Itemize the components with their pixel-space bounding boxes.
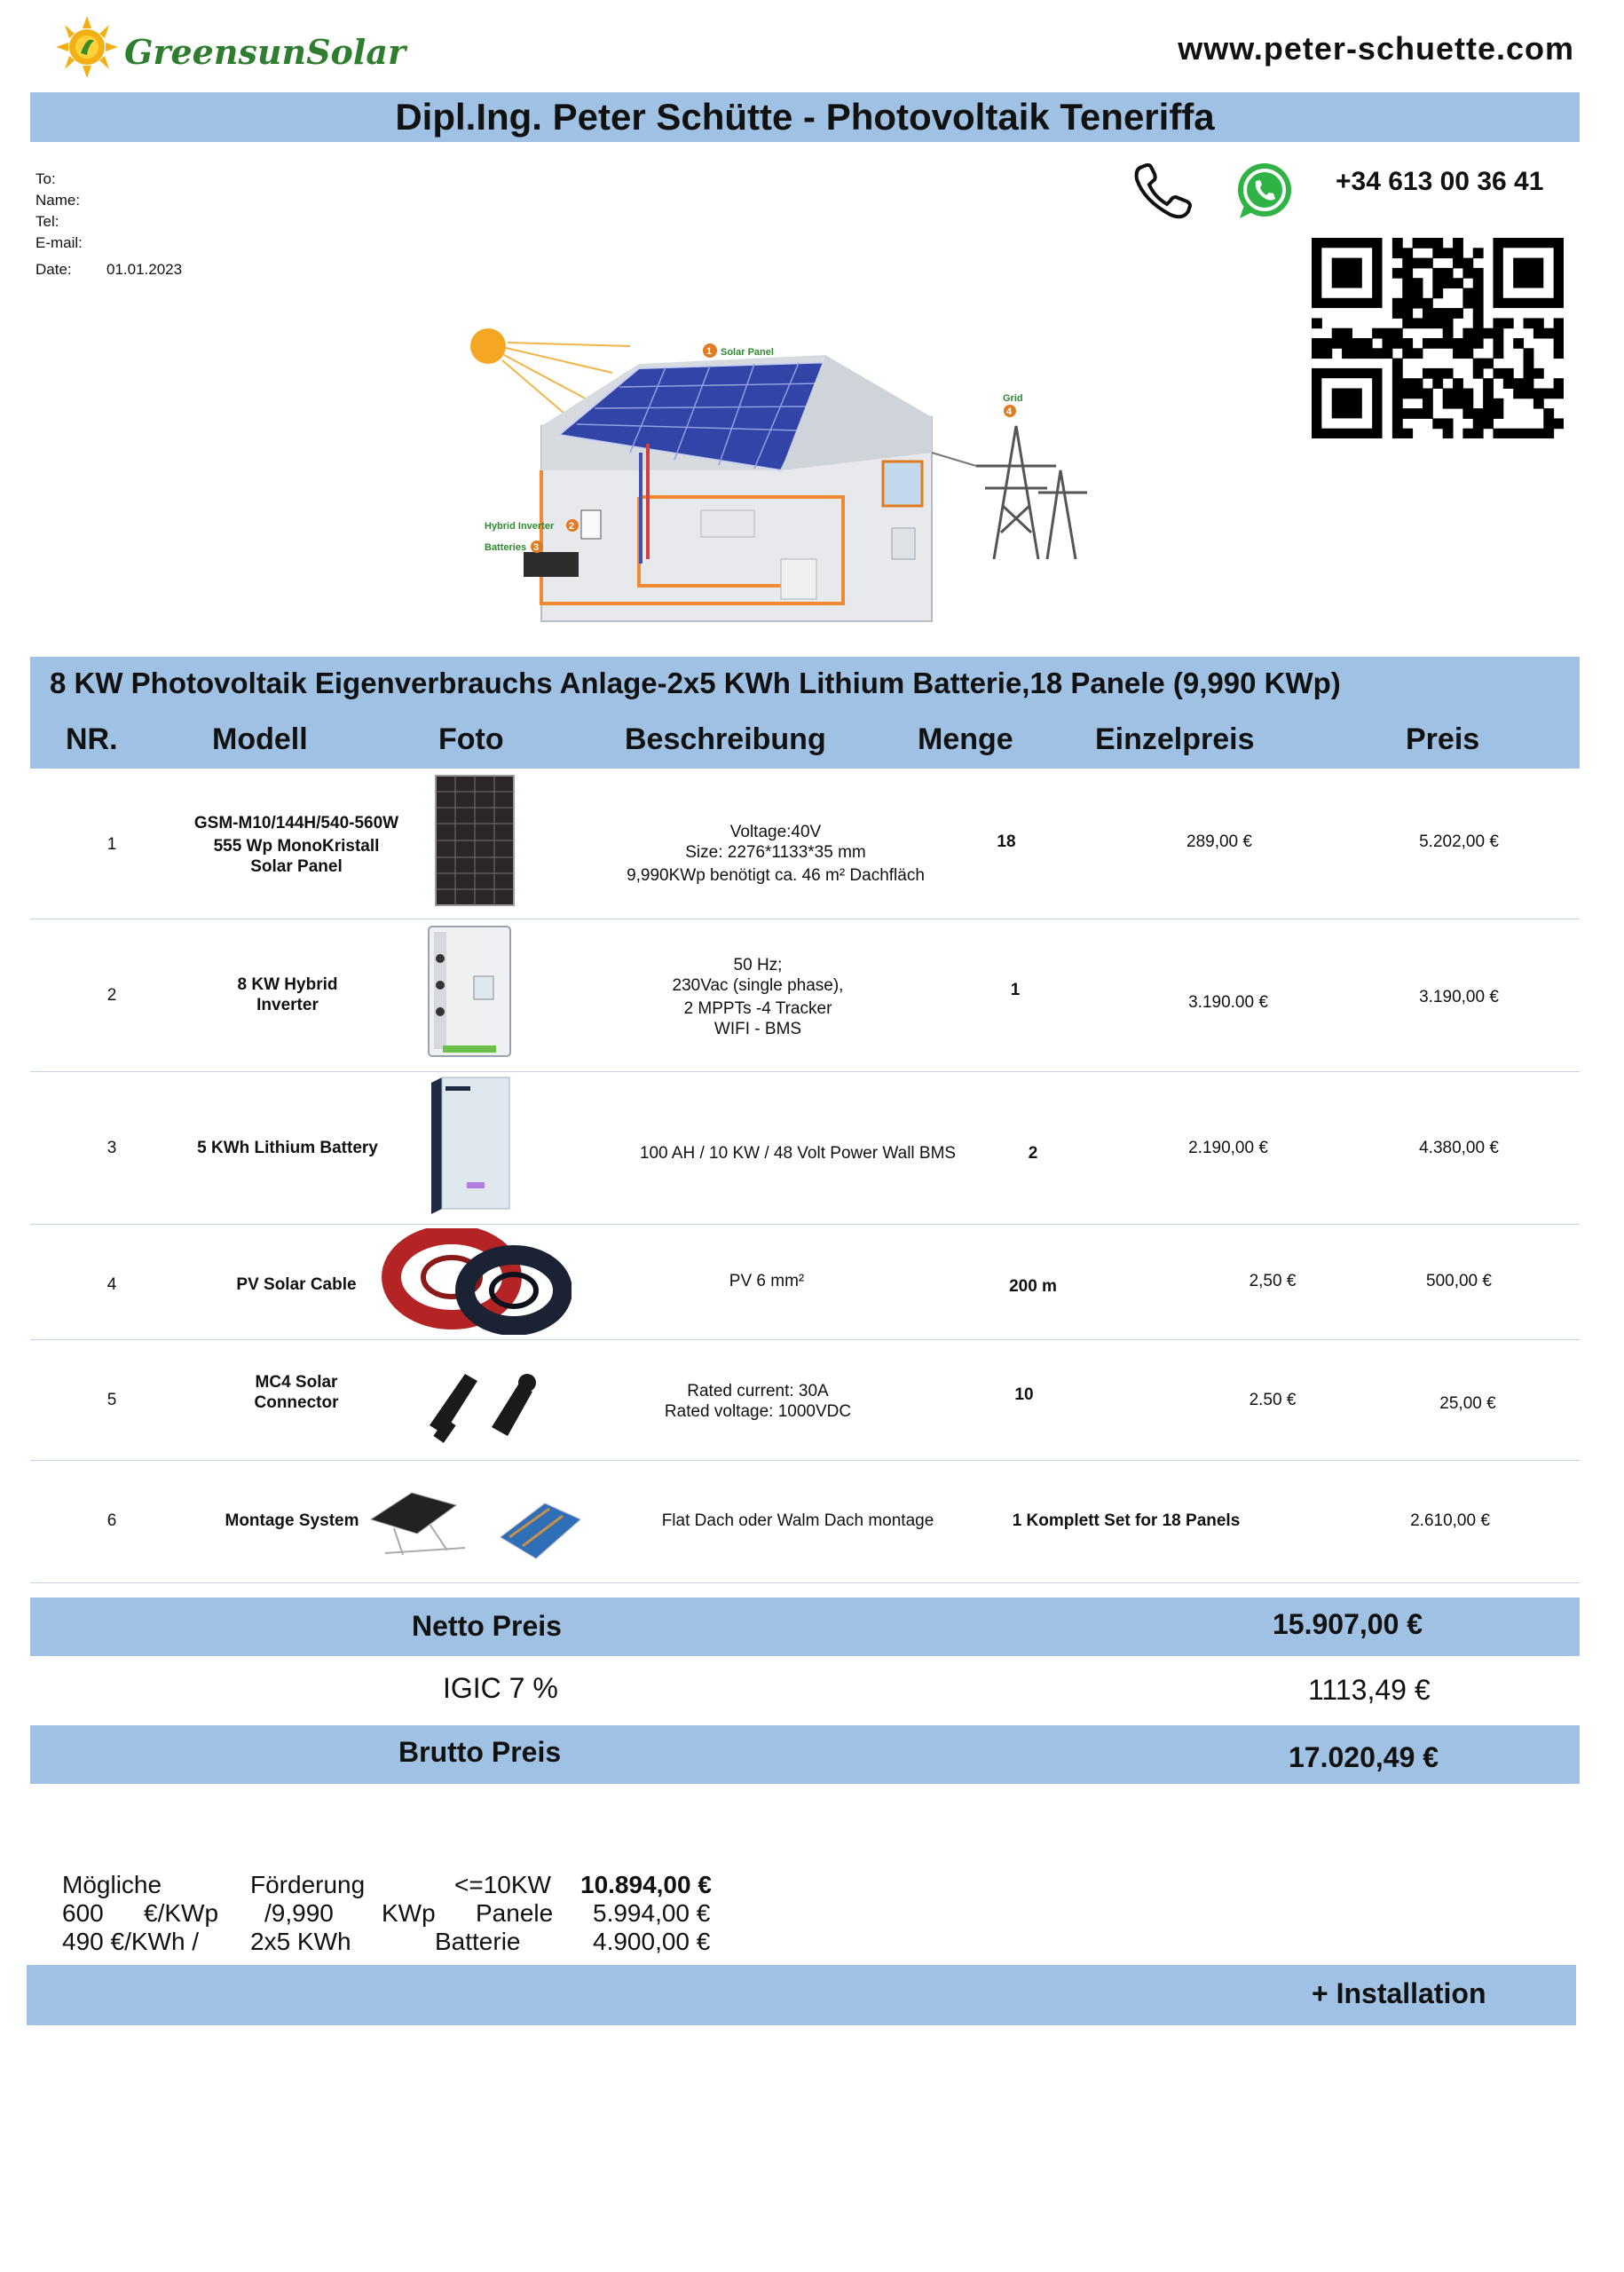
model-line: Connector xyxy=(254,1393,339,1412)
table-row xyxy=(30,1225,1580,1340)
model-line: 8 KW Hybrid xyxy=(237,975,338,994)
battery-photo xyxy=(414,1076,513,1218)
row-unit-price: 289,00 € xyxy=(1186,832,1252,851)
model-line: Montage System xyxy=(225,1511,359,1530)
offer-title: 8 KW Photovoltaik Eigenverbrauchs Anlage-2x5 KWh Lithium Batterie,18 Panele (9,990 KWp) xyxy=(30,657,1580,710)
subsidy-amount: 10.894,00 € xyxy=(580,1871,712,1898)
subsidy-text: <=10KW xyxy=(454,1871,551,1898)
model-line: Solar Panel xyxy=(250,857,343,876)
logo-wordmark: GreensunSolar xyxy=(124,32,406,72)
model-line: GSM-M10/144H/540-560W xyxy=(193,814,399,832)
installation-label: + Installation xyxy=(1312,1977,1486,2009)
desc-line: Rated current: 30A xyxy=(687,1382,829,1400)
row-unit-price: 2.50 € xyxy=(1249,1391,1297,1409)
netto-value: 15.907,00 € xyxy=(1273,1608,1423,1640)
desc-line: Voltage:40V xyxy=(729,823,822,841)
subsidy-text: Batterie xyxy=(435,1928,521,1955)
desc-line: Flat Dach oder Walm Dach montage xyxy=(661,1511,934,1530)
desc-line: Rated voltage: 1000VDC xyxy=(664,1402,852,1421)
desc-line: Size: 2276*1133*35 mm xyxy=(685,843,866,862)
sun-logo-icon xyxy=(51,16,122,78)
subsidy-text: Panele xyxy=(476,1899,554,1927)
label-num-2: 2 xyxy=(569,521,575,532)
igic-label: IGIC 7 % xyxy=(443,1672,558,1704)
label-batteries: Batteries xyxy=(485,542,527,553)
col-modell: Modell xyxy=(212,722,308,756)
row-unit-price: 2,50 € xyxy=(1249,1272,1297,1290)
subsidy-amount: 4.900,00 € xyxy=(593,1928,711,1955)
desc-line: 50 Hz; xyxy=(733,956,783,974)
model-line: MC4 Solar xyxy=(255,1373,338,1392)
subsidy-text: Mögliche xyxy=(62,1871,162,1898)
installation-bar xyxy=(27,1965,1576,2025)
subsidy-text: €/KWp xyxy=(144,1899,219,1927)
solar-system-diagram xyxy=(435,320,1136,639)
grid-tower-icon xyxy=(976,426,1087,559)
row-nr: 2 xyxy=(106,986,117,1005)
label-num-1: 1 xyxy=(706,346,713,357)
brutto-label: Brutto Preis xyxy=(398,1736,562,1768)
row-qty: 18 xyxy=(997,832,1016,851)
table-row xyxy=(30,1072,1580,1225)
row-unit-price: 2.190,00 € xyxy=(1188,1139,1268,1157)
label-grid: Grid xyxy=(1003,393,1023,404)
model-line: 5 KWh Lithium Battery xyxy=(197,1139,378,1157)
row-qty: 1 xyxy=(1010,981,1021,999)
pv-cable-photo xyxy=(381,1228,572,1335)
table-row xyxy=(30,1340,1580,1461)
desc-line: WIFI - BMS xyxy=(713,1020,802,1038)
desc-line: PV 6 mm² xyxy=(729,1272,805,1290)
table-row xyxy=(30,769,1580,919)
brutto-row xyxy=(30,1725,1580,1784)
subsidy-text: /9,990 xyxy=(264,1899,334,1927)
row-price: 3.190,00 € xyxy=(1419,988,1499,1006)
mounting-system-photo xyxy=(367,1484,589,1564)
model-line: Inverter xyxy=(256,996,319,1014)
row-nr: 1 xyxy=(106,835,117,854)
label-solar-panel: Solar Panel xyxy=(721,347,774,358)
brutto-value: 17.020,49 € xyxy=(1289,1741,1439,1773)
row-price: 5.202,00 € xyxy=(1419,832,1499,851)
model-line: PV Solar Cable xyxy=(236,1275,357,1294)
table-row xyxy=(30,1461,1580,1583)
subsidy-text: 600 xyxy=(62,1899,104,1927)
label-hybrid-inverter: Hybrid Inverter xyxy=(485,521,555,532)
phone-number[interactable]: +34 613 00 36 41 xyxy=(1336,167,1544,196)
mc4-connector-photo xyxy=(403,1356,563,1445)
subsidy-text: Förderung xyxy=(250,1871,366,1898)
igic-row xyxy=(30,1660,1580,1718)
row-price: 25,00 € xyxy=(1439,1394,1496,1413)
subsidy-text: 490 €/KWh / xyxy=(62,1928,200,1955)
row-qty: 10 xyxy=(1014,1385,1034,1404)
whatsapp-icon[interactable] xyxy=(1229,160,1300,224)
col-beschreibung: Beschreibung xyxy=(625,722,826,756)
email-label: E-mail: xyxy=(35,234,83,251)
solar-panel-photo xyxy=(434,774,516,907)
to-label: To: xyxy=(35,170,56,187)
subsidy-amount: 5.994,00 € xyxy=(593,1899,711,1927)
desc-line: 100 AH / 10 KW / 48 Volt Power Wall BMS xyxy=(639,1144,957,1163)
sun-icon xyxy=(470,328,506,364)
table-row xyxy=(30,919,1580,1072)
label-num-3: 3 xyxy=(533,542,540,553)
tel-label: Tel: xyxy=(35,213,59,230)
qr-code[interactable] xyxy=(1312,238,1564,438)
table-header xyxy=(30,710,1580,769)
col-preis: Preis xyxy=(1406,722,1480,756)
row-unit-price: 3.190.00 € xyxy=(1188,993,1268,1012)
phone-icon[interactable] xyxy=(1131,160,1211,222)
desc-line: 9,990KWp benötigt ca. 46 m² Dachfläch xyxy=(627,866,925,885)
date-value: 01.01.2023 xyxy=(106,261,183,278)
name-label: Name: xyxy=(35,192,81,209)
netto-row xyxy=(30,1598,1580,1656)
row-nr: 5 xyxy=(106,1391,117,1409)
row-nr: 3 xyxy=(106,1139,117,1157)
desc-line: 2 MPPTs -4 Tracker xyxy=(683,999,832,1018)
col-menge: Menge xyxy=(918,722,1013,756)
row-nr: 6 xyxy=(106,1511,117,1530)
row-qty: 200 m xyxy=(1009,1277,1057,1296)
inverter-photo xyxy=(425,923,514,1061)
label-num-4: 4 xyxy=(1006,406,1013,417)
row-price: 4.380,00 € xyxy=(1419,1139,1499,1157)
model-line: 555 Wp MonoKristall xyxy=(213,837,380,856)
row-price: 500,00 € xyxy=(1426,1272,1492,1290)
igic-value: 1113,49 € xyxy=(1308,1674,1431,1706)
col-foto: Foto xyxy=(438,722,504,756)
subsidy-text: 2x5 KWh xyxy=(250,1928,351,1955)
page-title: Dipl.Ing. Peter Schütte - Photovoltaik Teneriffa xyxy=(30,92,1580,142)
website-url[interactable]: www.peter-schuette.com xyxy=(1178,30,1574,67)
row-qty: 1 Komplett Set for 18 Panels xyxy=(1012,1511,1241,1530)
hybrid-inverter-icon xyxy=(581,510,601,539)
row-nr: 4 xyxy=(106,1275,117,1294)
date-label: Date: xyxy=(35,261,72,278)
col-nr: NR. xyxy=(66,722,118,756)
subsidy-text: KWp xyxy=(382,1899,436,1927)
desc-line: 230Vac (single phase), xyxy=(672,976,844,995)
col-einzelpreis: Einzelpreis xyxy=(1095,722,1255,756)
netto-label: Netto Preis xyxy=(412,1610,562,1642)
row-qty: 2 xyxy=(1028,1144,1038,1163)
battery-icon xyxy=(524,552,579,577)
row-price: 2.610,00 € xyxy=(1410,1511,1490,1530)
subsidy-block xyxy=(62,1871,772,1960)
